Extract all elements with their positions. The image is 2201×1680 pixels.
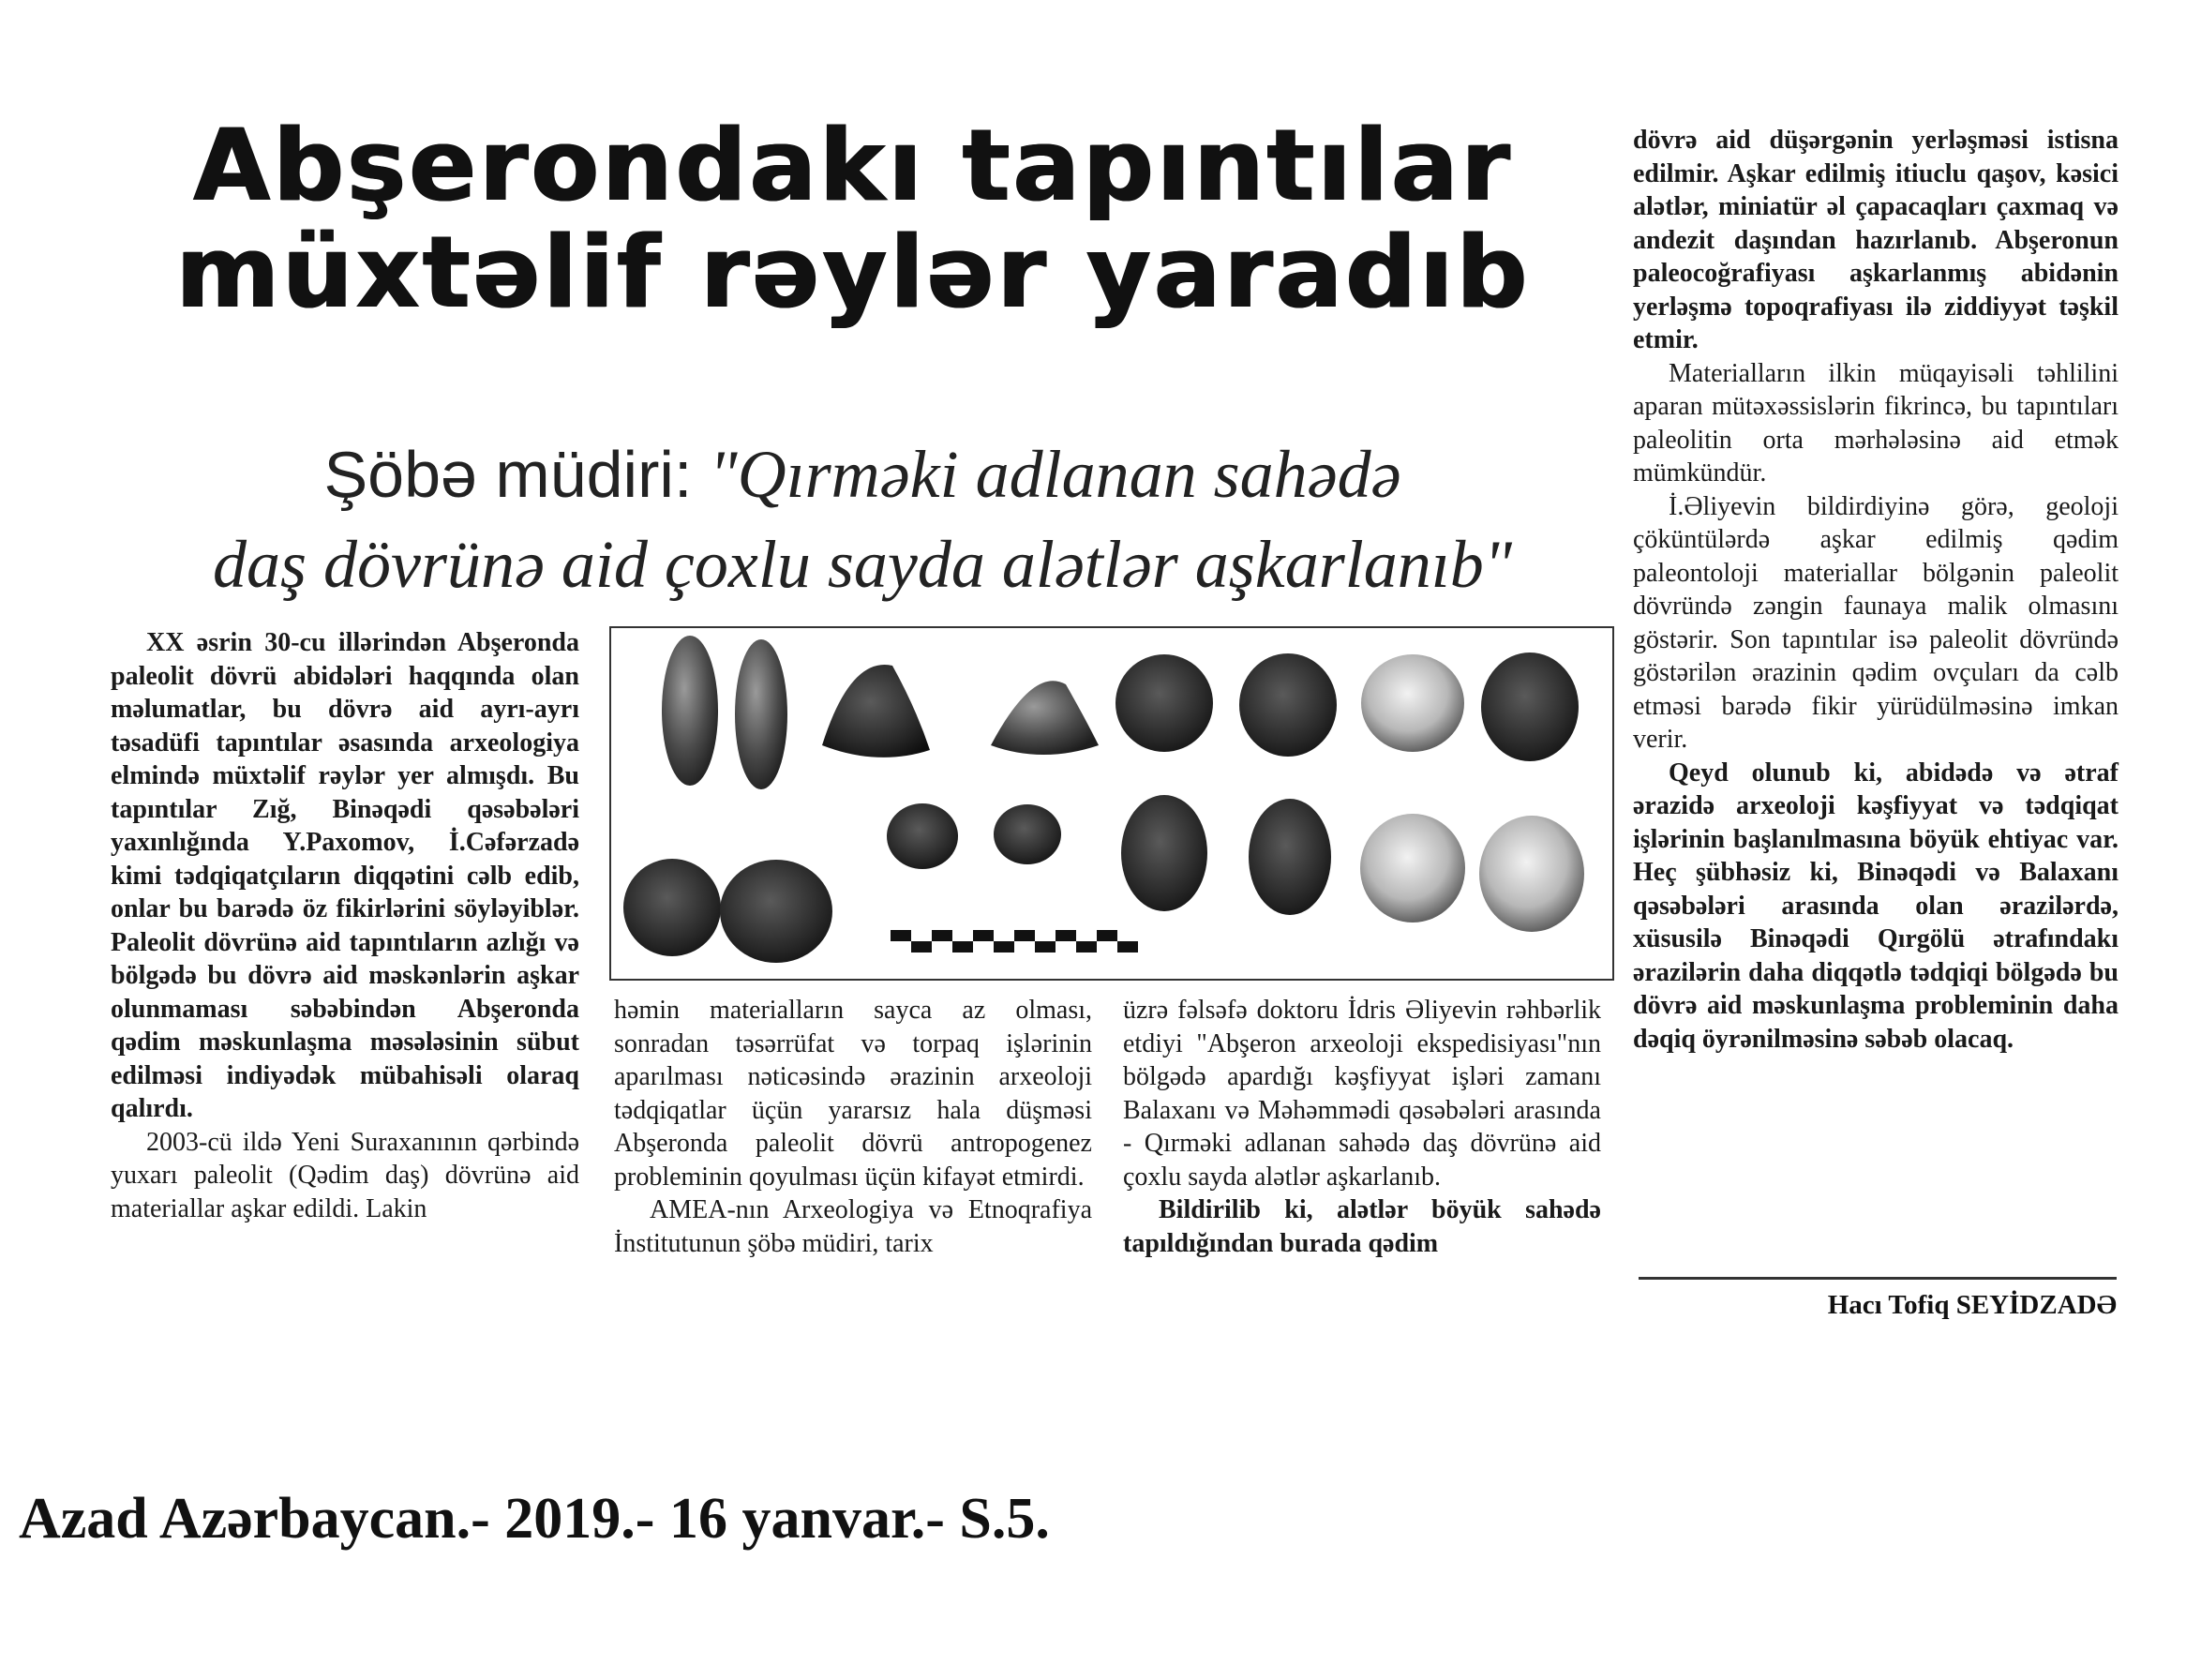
column-2-paragraph-2: AMEA-nın Arxeologiya və Etnoqrafiya İnstitutunun şöbə müdiri, tarix bbox=[614, 1195, 1092, 1258]
stone-tool-10 bbox=[994, 804, 1061, 864]
headline-line-1: Abşerondakı tapıntılar bbox=[193, 108, 1513, 223]
stone-tool-2 bbox=[735, 639, 787, 789]
headline bbox=[122, 108, 1584, 330]
headline-line-2: müxtəlif rəylər yaradıb bbox=[175, 215, 1531, 330]
scale-bar bbox=[891, 930, 1138, 952]
article-column-4 bbox=[1633, 124, 2119, 1056]
stone-tool-16 bbox=[720, 860, 832, 963]
subhead-lead: Şöbə müdiri: bbox=[323, 438, 693, 511]
article-column-1 bbox=[111, 626, 579, 1225]
author-byline: Hacı Tofiq SEYİDZADƏ bbox=[1827, 1290, 2117, 1320]
source-citation: Azad Azərbaycan.- 2019.- 16 yanvar.- S.5. bbox=[19, 1487, 1050, 1551]
author-divider bbox=[1639, 1277, 2117, 1280]
stone-tool-11 bbox=[1121, 795, 1207, 911]
column-3-paragraph-2: Bildirilib ki, alətlər böyük sahədə tapıldığından burada qədim bbox=[1123, 1195, 1601, 1258]
stone-tool-7 bbox=[1361, 654, 1464, 752]
subhead-quote-1: "Qırməki adlanan sahədə bbox=[709, 437, 1401, 512]
column-4-paragraph-3: İ.Əliyevin bildirdiyinə görə, geoloji çöküntülərdə aşkar edilmiş qədim paleontoloji materiallar bölgənin paleolit dövründə zəngin faunaya malik olmasını göstərir. Son tapıntılar isə paleolit dövründə göstərilən ərazinin qədim ovçuları da cəlb etməsi barədə fikir yürüdülməsinə imkan verir. bbox=[1633, 491, 2119, 754]
stone-tool-14 bbox=[1479, 816, 1584, 932]
stone-tool-4 bbox=[991, 681, 1099, 755]
subhead-quote-2: daş dövrünə aid çoxlu sayda alətlər aşkarlanıb" bbox=[212, 527, 1513, 602]
subheadline bbox=[103, 429, 1622, 609]
stone-tool-3 bbox=[822, 665, 930, 758]
column-1-paragraph-2: 2003-cü ildə Yeni Suraxanının qərbində yuxarı paleolit (Qədim daş) dövrünə aid materiallar aşkar edildi. Lakin bbox=[111, 1127, 579, 1223]
stone-tools-illustration bbox=[611, 628, 1612, 979]
stone-tool-9 bbox=[887, 803, 958, 869]
column-4-paragraph-4: Qeyd olunub ki, abidədə və ətraf ərazidə arxeoloji kəşfiyyat və tədqiqat işlərinin başlanılmasına böyük ehtiyac var. Heç şübhəsiz ki, Binəqədi və Balaxanı qəsəbələri arasında olan ərazilərdə, xüsusilə Binəqədi Qırgölü ətrafındakı ərazilərin daha diqqətlə tədqiqi bölgədə bu dövrə aid məskunlaşma probleminin daha dəqiq öyrənilməsinə səbəb olacaq. bbox=[1633, 758, 2119, 1054]
stone-tool-8 bbox=[1481, 652, 1579, 761]
stone-tool-1 bbox=[662, 636, 718, 786]
stone-tool-15 bbox=[623, 859, 721, 956]
column-2-paragraph-1: həmin materialların sayca az olması, sonradan təsərrüfat və torpaq işlərinin aparılması nəticəsində ərazinin arxeoloji tədqiqatlar üçün yararsız hala düşməsi Abşeronda paleolit dövrü antropogenez probleminin qoyulması üçün kifayət etmirdi. bbox=[614, 996, 1092, 1192]
column-1-paragraph-1: XX əsrin 30-cu illərindən Abşeronda paleolit dövrü abidələri haqqında olan məlumatlar, bu dövrə aid ayrı-ayrı təsadüfi tapıntılar əsasında arxeologiya elmində müxtəlif rəylər yer almışdı. Bu tapıntılar Zığ, Binəqədi qəsəbələri yaxınlığında Y.Paxomov, İ.Cəfərzadə kimi tədqiqatçıların diqqətini cəlb edib, onlar bu barədə öz fikirlərini söyləyiblər. Paleolit dövrünə aid tapıntıların azlığı və bölgədə bu dövrə aid məskənlərin aşkar olunmaması səbəbindən Abşeronda qədim məskunlaşma məsələsinin sübut edilməsi indiyədək mübahisəli olaraq qalırdı. bbox=[111, 628, 579, 1123]
column-4-paragraph-2: Materialların ilkin müqayisəli təhlilini aparan mütəxəssislərin fikrincə, bu tapıntıları paleolitin orta mərhələsinə aid etmək mümkündür. bbox=[1633, 358, 2119, 488]
stone-tools-photo bbox=[609, 626, 1614, 981]
column-4-paragraph-1: dövrə aid düşərgənin yerləşməsi istisna edilmir. Aşkar edilmiş itiuclu qaşov, kəsici alətlər, miniatür əl çapacaqları çaxmaq və andezit daşından hazırlanıb. Abşeronun paleocoğrafiyası aşkarlanmış abidənin yerləşmə topoqrafiyası ilə ziddiyyət təşkil etmir. bbox=[1633, 126, 2119, 354]
article-column-3 bbox=[1123, 994, 1601, 1260]
stone-tool-12 bbox=[1249, 799, 1331, 915]
column-3-paragraph-1: üzrə fəlsəfə doktoru İdris Əliyevin rəhbərlik etdiyi "Abşeron arxeoloji ekspedisiyası"nın bölgədə apardığı kəşfiyyat işləri zamanı Balaxanı və Məhəmmədi qəsəbələri arasında - Qırməki adlanan sahədə daş dövrünə aid çoxlu sayda alətlər aşkarlanıb. bbox=[1123, 996, 1601, 1192]
stone-tool-13 bbox=[1360, 814, 1465, 922]
article-column-2 bbox=[614, 994, 1092, 1260]
stone-tool-6 bbox=[1239, 653, 1337, 757]
stone-tool-5 bbox=[1115, 654, 1213, 752]
